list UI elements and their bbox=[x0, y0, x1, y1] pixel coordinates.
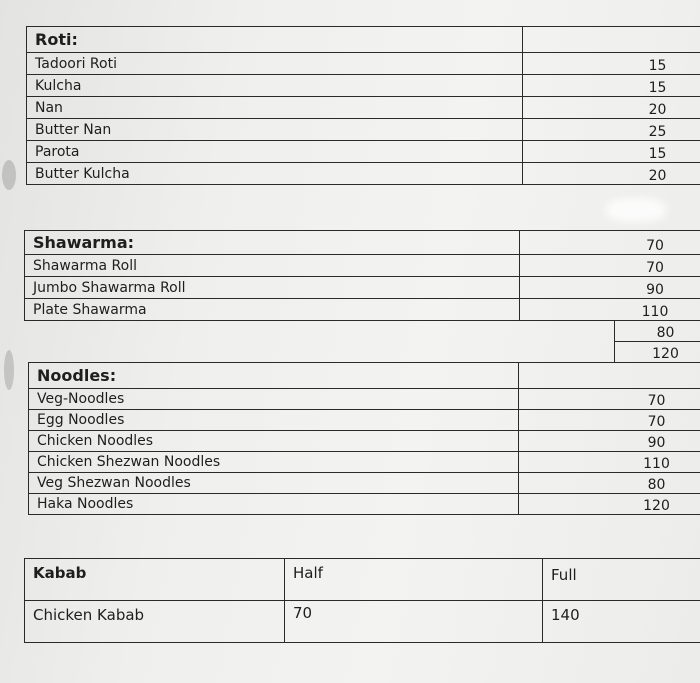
item-name: Nan bbox=[27, 97, 523, 119]
item-name: Butter Nan bbox=[27, 119, 523, 141]
item-name: Kulcha bbox=[27, 75, 523, 97]
menu-row bbox=[29, 431, 700, 452]
item-price: 70 bbox=[520, 255, 700, 277]
menu-row bbox=[615, 341, 700, 362]
roti-header-price-cell bbox=[523, 27, 700, 53]
item-price: 80 bbox=[519, 473, 700, 494]
light-glare bbox=[606, 198, 666, 222]
item-name: Parota bbox=[27, 141, 523, 163]
item-price-half: 70 bbox=[285, 601, 543, 643]
item-name: Shawarma Roll bbox=[25, 255, 520, 277]
item-price-full: 140 bbox=[543, 601, 700, 643]
item-name: Egg Noodles bbox=[29, 410, 519, 431]
menu-row bbox=[29, 452, 700, 473]
item-price: 15 bbox=[523, 141, 700, 163]
shawarma-header-row bbox=[25, 231, 700, 255]
item-price: 15 bbox=[523, 53, 700, 75]
menu-row bbox=[25, 255, 700, 277]
menu-row bbox=[29, 389, 700, 410]
kabab-header-full: Full bbox=[543, 559, 700, 601]
menu-row bbox=[29, 494, 700, 515]
item-price: 70 bbox=[519, 410, 700, 431]
smudge-mark bbox=[4, 350, 14, 390]
item-name: Chicken Noodles bbox=[29, 431, 519, 452]
menu-row bbox=[25, 299, 700, 321]
smudge-mark bbox=[2, 160, 16, 190]
menu-row bbox=[25, 277, 700, 299]
item-name: Butter Kulcha bbox=[27, 163, 523, 185]
shawarma-title: Shawarma: bbox=[25, 231, 520, 255]
menu-row bbox=[27, 141, 700, 163]
shawarma-table bbox=[24, 230, 700, 321]
kabab-table bbox=[24, 558, 700, 643]
roti-table bbox=[26, 26, 700, 185]
shawarma-extra-prices bbox=[614, 320, 700, 363]
table-row bbox=[25, 601, 700, 643]
item-name: Tadoori Roti bbox=[27, 53, 523, 75]
menu-row bbox=[29, 410, 700, 431]
item-price: 20 bbox=[523, 97, 700, 119]
noodles-title: Noodles: bbox=[29, 363, 519, 389]
roti-header-row bbox=[27, 27, 700, 53]
roti-title: Roti: bbox=[27, 27, 523, 53]
item-price: 120 bbox=[519, 494, 700, 515]
item-name: Chicken Kabab bbox=[25, 601, 285, 643]
menu-row bbox=[27, 163, 700, 185]
noodles-header-price-cell bbox=[519, 363, 700, 389]
item-price: 70 bbox=[519, 389, 700, 410]
item-price: 20 bbox=[523, 163, 700, 185]
item-price: 90 bbox=[520, 277, 700, 299]
item-price: 70 bbox=[520, 231, 700, 255]
item-name: Veg-Noodles bbox=[29, 389, 519, 410]
item-price: 120 bbox=[615, 341, 700, 362]
item-name: Veg Shezwan Noodles bbox=[29, 473, 519, 494]
menu-row bbox=[27, 97, 700, 119]
item-price: 110 bbox=[519, 452, 700, 473]
menu-row bbox=[29, 473, 700, 494]
menu-row bbox=[27, 75, 700, 97]
item-price: 25 bbox=[523, 119, 700, 141]
item-price: 110 bbox=[520, 299, 700, 321]
item-name: Chicken Shezwan Noodles bbox=[29, 452, 519, 473]
kabab-header-row bbox=[25, 559, 700, 601]
item-name: Plate Shawarma bbox=[25, 299, 520, 321]
item-price: 15 bbox=[523, 75, 700, 97]
item-price: 80 bbox=[615, 320, 700, 341]
noodles-header-row bbox=[29, 363, 700, 389]
menu-row bbox=[615, 320, 700, 341]
noodles-table bbox=[28, 362, 700, 515]
menu-row bbox=[27, 53, 700, 75]
kabab-header-half: Half bbox=[285, 559, 543, 601]
menu-row bbox=[27, 119, 700, 141]
item-price: 90 bbox=[519, 431, 700, 452]
item-name: Jumbo Shawarma Roll bbox=[25, 277, 520, 299]
kabab-header-item: Kabab bbox=[25, 559, 285, 601]
item-name: Haka Noodles bbox=[29, 494, 519, 515]
